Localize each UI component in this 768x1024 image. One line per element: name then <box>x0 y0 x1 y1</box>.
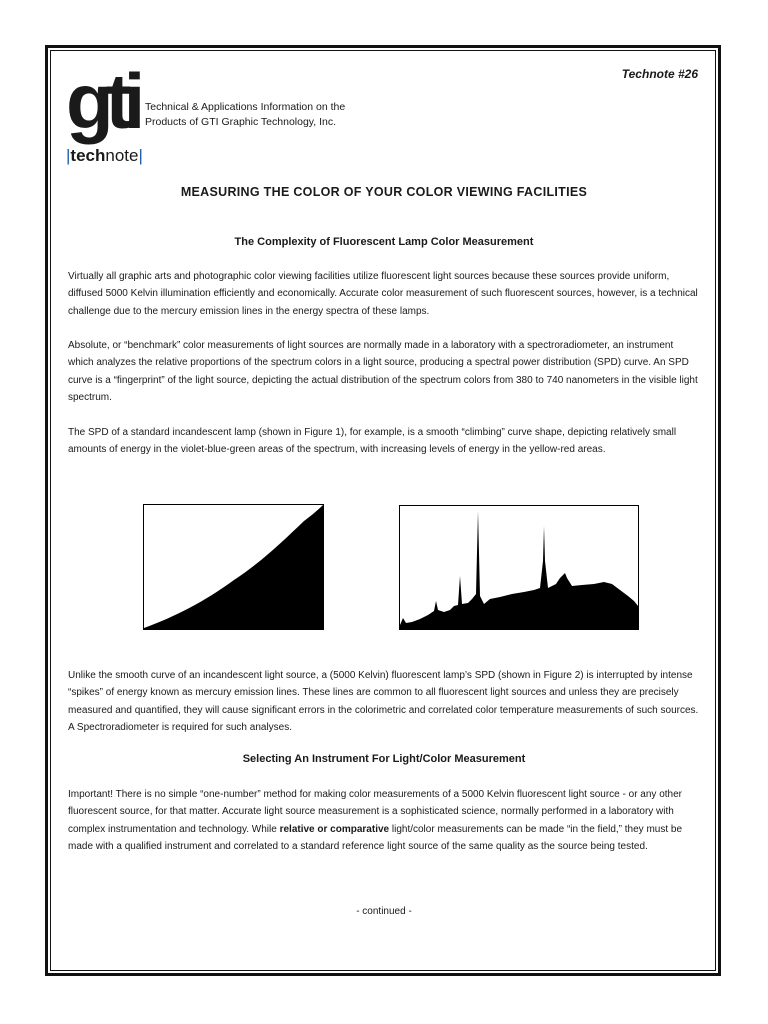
paragraph-5 <box>68 786 700 855</box>
tagline-line-2: Products of GTI Graphic Technology, Inc. <box>145 116 337 128</box>
document-title: MEASURING THE COLOR OF YOUR COLOR VIEWING FACILITIES <box>180 185 588 199</box>
tagline-line-1: Technical & Applications Information on the <box>145 101 346 113</box>
paragraph-2: Absolute, or “benchmark” color measurements of light sources are normally made in a laboratory with a spectroradiometer, an instrument which analyzes the relative proportions of the spectrum colors in a light source, producing a spectral power distribution (SPD) curve. An SPD curve is a “fingerprint” of the light source, depicting the actual distribution of the spectrum colors from 380 to 740 nanometers in the visible light spectrum. <box>68 340 698 403</box>
fluorescent-curve-graphic <box>400 506 638 629</box>
gti-logo <box>66 57 143 168</box>
paragraph-4: Unlike the smooth curve of an incandescent light source, a (5000 Kelvin) fluorescent lamp’s SPD (shown in Figure 2) is interrupted by intense “spikes” of energy known as mercury emission lines. These lines are common to all fluorescent light sources and unless they are precisely measured and quantified, they will cause significant errors in the colorimetric and correlated color temperature measurements of such sources. A Spectroradiometer is required for such analyses. <box>68 670 699 733</box>
section-heading-complexity: The Complexity of Fluorescent Lamp Color Measurement <box>234 236 534 248</box>
logo-wordmark: gti <box>66 57 138 145</box>
continued-note: - continued - <box>356 906 412 917</box>
technote-number: Technote #26 <box>621 67 698 81</box>
paragraph-5-bold: relative or comparative <box>279 823 390 835</box>
paragraph-3: The SPD of a standard incandescent lamp (shown in Figure 1), for example, is a smooth “climbing” curve shape, depicting relatively small amounts of energy in the violet-blue-green areas of the spectrum, with increasing levels of energy in the yellow-red areas. <box>68 427 677 456</box>
paragraph-5-text-a: Important! There is no simple “one-number” method for making color measurements of a 5000 Kelvin fluorescent light source - or any other fluorescent source, for that matter. Accurate light source measurement is a sophisticated science, normally performed in a laboratory with complex instrumentation and technology. While <box>68 789 682 835</box>
paragraph-1: Virtually all graphic arts and photographic color viewing facilities utilize fluorescent light sources because these sources provide uniform, diffused 5000 Kelvin illumination efficiently and economically. Accurate color measurement of such fluorescent sources, however, is a technical challenge due to the mercury emission lines in the energy spectra of these lamps. <box>68 271 698 317</box>
logo-technote: |technote| <box>66 146 143 165</box>
figure-2-fluorescent-spd <box>399 505 639 630</box>
logo-technote-bold: tech <box>70 146 106 165</box>
figure-1-incandescent-spd <box>143 504 324 630</box>
section-heading-selecting: Selecting An Instrument For Light/Color Measurement <box>242 753 526 765</box>
incandescent-curve-graphic <box>144 505 323 629</box>
logo-technote-normal: note <box>105 146 139 165</box>
tagline <box>145 100 405 130</box>
paragraph-5-text-b: light/color measurements can be made “in the field,” they must be made with a qualified instrument and correlated to a standard reference light source of the same quality as the source being tested. <box>68 823 683 852</box>
